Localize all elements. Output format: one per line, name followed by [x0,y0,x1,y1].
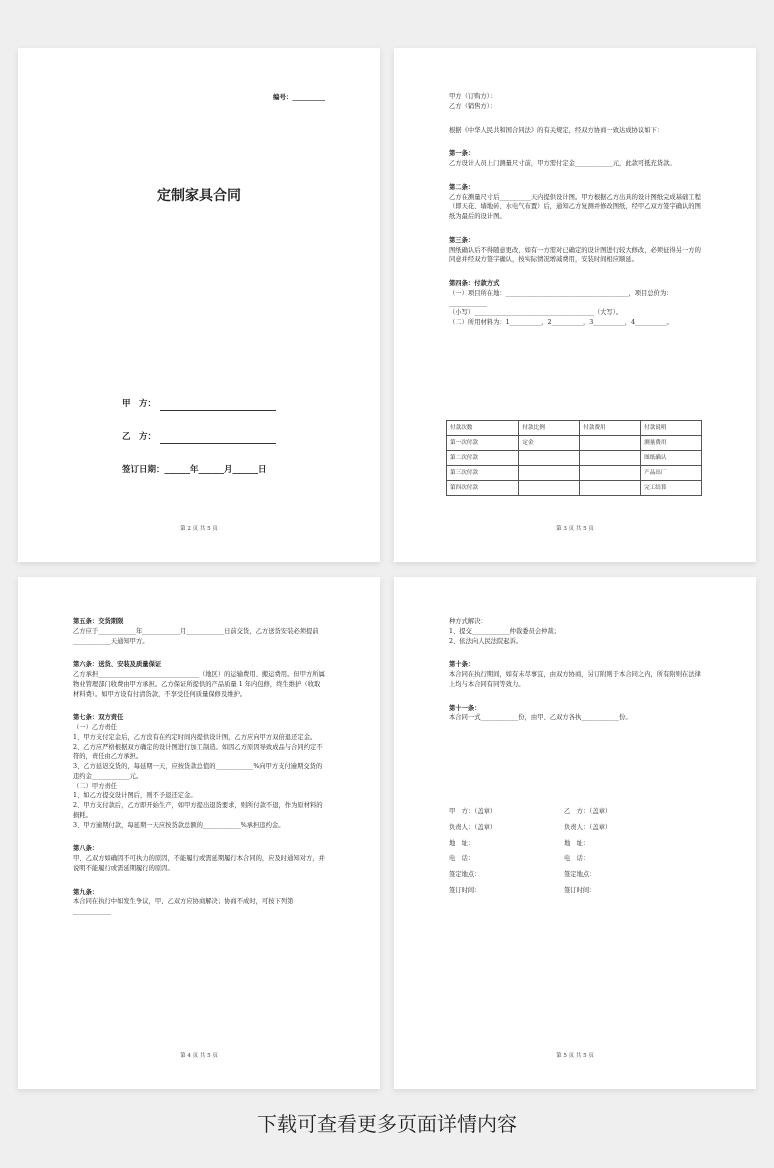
party-a-label: 甲 方： [122,399,157,409]
party-b-label: 乙 方： [122,432,157,442]
party-b-signature-field: 乙 方：（盖章） [564,808,612,815]
clause-text: （一）项目所在地：_______________________________________，项目总价为：____________ [449,289,673,307]
table-row [447,481,702,496]
spacer [73,699,325,713]
contract-page-cover [18,48,380,562]
clause-text: 乙方应于____________年____________月____________日前交货，乙方送货安装必须提前____________天通知甲方。 [73,627,319,645]
clause-text: 本合同在执行期间，如有未尽事宜，由双方协商，另订附则于本合同之内，所有附则在法律上均与本合同有同等效力。 [449,671,701,688]
clause-text: 本合同在执行中如发生争议，甲、乙双方应协商解决；协商不成时，可按下列第____________ [73,898,294,915]
table-cell: 付款次数 [447,421,519,436]
clause-text: 根据《中华人民共和国合同法》的有关规定，经双方协商一致达成协议如下： [449,126,664,134]
spacer [449,690,701,704]
page-body [449,617,701,723]
table-cell: 定金 [519,436,580,451]
table-cell: 第二次付款 [447,451,519,466]
signature-block [449,807,701,902]
signature-row [449,807,701,817]
party-b-signature-field: 电 话： [564,855,590,863]
clause-heading: 第十一条： [449,704,481,712]
spacer [73,874,325,888]
table-cell [519,466,580,481]
table-cell: 第一次付款 [447,436,519,451]
clause-heading: 第七条：双方责任 [73,714,124,722]
clause-text: 乙方承担________________________________（地区）的运输费用、搬运费用。但甲方所属物业管理部门收费由甲方承担。乙方保证所提供的产品质量 1 年内包修，终生维护（收取材料费）。如甲方设有付清货款，不享受任何质量保修及维护。 [73,671,325,698]
table-cell: 付款比例 [519,421,580,436]
clause-heading: 第八条： [73,845,99,853]
clause-text: 甲、乙双方如确因不可执力的原因，不能履行或需延期履行本合同的，应及时通知对方，并说明不能履行或需延期履行的原因。 [73,855,325,872]
clause-text: 本合同一式____________份，由甲、乙双方各执____________份。 [449,714,632,722]
table-cell: 图纸确认 [641,451,702,466]
clause-text: （二）所用材料为：1__________，2__________，3__________，4__________。 [449,319,673,326]
contract-title: 定制家具合同 [157,188,241,204]
spacer [449,135,701,149]
clause-text: 3、乙方延迟交货的，每延期一天，应按货款总值的____________%向甲方支付逾期交货的违约金____________元。 [73,763,323,780]
page-footer: 第 2 页 共 5 页 [180,526,218,533]
table-cell [519,451,580,466]
table-cell [580,481,641,496]
spacer [449,222,701,236]
clause-text: 1、提交____________仲裁委员会仲裁； [449,627,561,635]
party-a-signature-field: 负责人：（盖章） [449,823,497,831]
table-row [447,466,702,481]
party-a-blank [160,402,276,411]
clause-heading: 第九条： [73,888,99,896]
table-row [447,436,702,451]
signature-row [449,886,701,896]
signature-row [449,854,701,864]
clause-text: （小写）______________________________________（大写）。 [449,309,623,317]
clause-text: 甲方（订购方）： [449,93,497,100]
party-b-signature-field: 签订时间： [564,886,596,894]
contract-number: 编号：__________ [273,93,325,101]
contract-page-4 [18,577,380,1089]
party-b-blank [160,435,276,444]
clause-heading: 第二条： [449,183,475,191]
signature-row [449,823,701,833]
download-caption: 下载可查看更多页面详情内容 [257,1112,517,1136]
party-a-signature-field: 地 址： [449,839,475,847]
table-row [447,421,702,436]
table-cell: 第三次付款 [447,466,519,481]
party-b-line [122,431,276,444]
table-cell: 测量费用 [641,436,702,451]
clause-text: 1、如乙方提交设计图后，则不予退还定金。 [73,792,197,800]
clause-text: 3、甲方逾期付款，每延期一天应按货款总额的____________%承担违约金。 [73,821,285,829]
party-a-signature-field: 电 话： [449,855,475,863]
contract-page-5 [394,577,756,1089]
clause-heading: 第五条：交货期限 [73,618,124,625]
page-body [449,92,701,328]
spacer [449,646,701,660]
page-body [73,617,325,917]
clause-heading: 第四条：付款方式 [449,280,500,287]
party-a-signature-field: 签订时间： [449,886,481,894]
page-footer: 第 3 页 共 5 页 [556,526,594,533]
spacer [73,830,325,844]
spacer [449,112,701,126]
table-cell [580,451,641,466]
spacer [449,169,701,183]
table-cell [580,466,641,481]
contract-page-3 [394,48,756,562]
signature-row [449,839,701,849]
clause-text: （二）甲方责任 [73,782,118,790]
party-b-signature-field: 签定地点： [564,871,596,878]
clause-text: 乙方（销售方）： [449,102,497,110]
clause-text: 图纸确认后不得随意更改，如有一方需对已确定的设计图进行较大修改，必须征得另一方的同意并经双方签字确认，按实际情况增减费用，安装时间相应顺延。 [449,246,701,264]
clause-text: 2、依法向人民法院起诉。 [449,637,523,645]
page-footer: 第 5 页 共 5 页 [556,1053,594,1060]
spacer [73,646,325,660]
table-cell: 付款费用 [580,421,641,436]
party-b-signature-field: 地 址： [564,839,590,847]
table-cell [580,436,641,451]
clause-text: 种方式解决： [449,618,487,625]
signature-row [449,870,701,880]
page-footer: 第 4 页 共 5 页 [180,1053,218,1060]
clause-text: 1、甲方支付定金后，乙方没有在约定时间内提供设计图，乙方应向甲方双倍退还定金。 [73,733,317,741]
payment-table [446,420,702,496]
table-cell: 产品出厂 [641,466,702,481]
party-b-signature-field: 负责人：（盖章） [564,823,612,831]
clause-heading: 第六条：送货、安装及质量保证 [73,661,162,669]
clause-heading: 第十条： [449,661,475,669]
table-cell: 第四次付款 [447,481,519,496]
party-a-signature-field: 签定地点： [449,871,481,878]
table-cell [519,481,580,496]
spacer [449,265,701,279]
table-row [447,451,702,466]
clause-text: 乙方设计人员上门测量尺寸前，甲方需付定金____________元，此款可抵充货款。 [449,160,676,167]
party-a-line [122,398,276,411]
table-cell: 完工结算 [641,481,702,496]
party-a-signature-field: 甲 方：（盖章） [449,808,497,815]
table-cell: 付款说明 [641,421,702,436]
clause-heading: 第一条： [449,150,475,158]
sign-date: 签订日期：______年______月______日 [122,465,267,475]
clause-text: 2、乙方应严格根据双方确定的设计图进行加工制造。如因乙方原因导致成品与合同约定不符的，责任由乙方承担。 [73,743,323,761]
clause-heading: 第三条： [449,236,475,244]
clause-text: 乙方在测量尺寸后__________天内提供设计图。甲方根据乙方出具的设计图纸完成基础工程（即天花、墙地砖、水电气布置）后，通知乙方复测并修改图纸，经甲乙双方签字确认的图纸为最后的设计图。 [449,193,701,220]
clause-text: （一）乙方责任 [73,724,118,731]
clause-text: 2、甲方支付款后，乙方即开始生产，如甲方提出退货要求，则所付款不退，作为原材料的损耗。 [73,802,323,819]
